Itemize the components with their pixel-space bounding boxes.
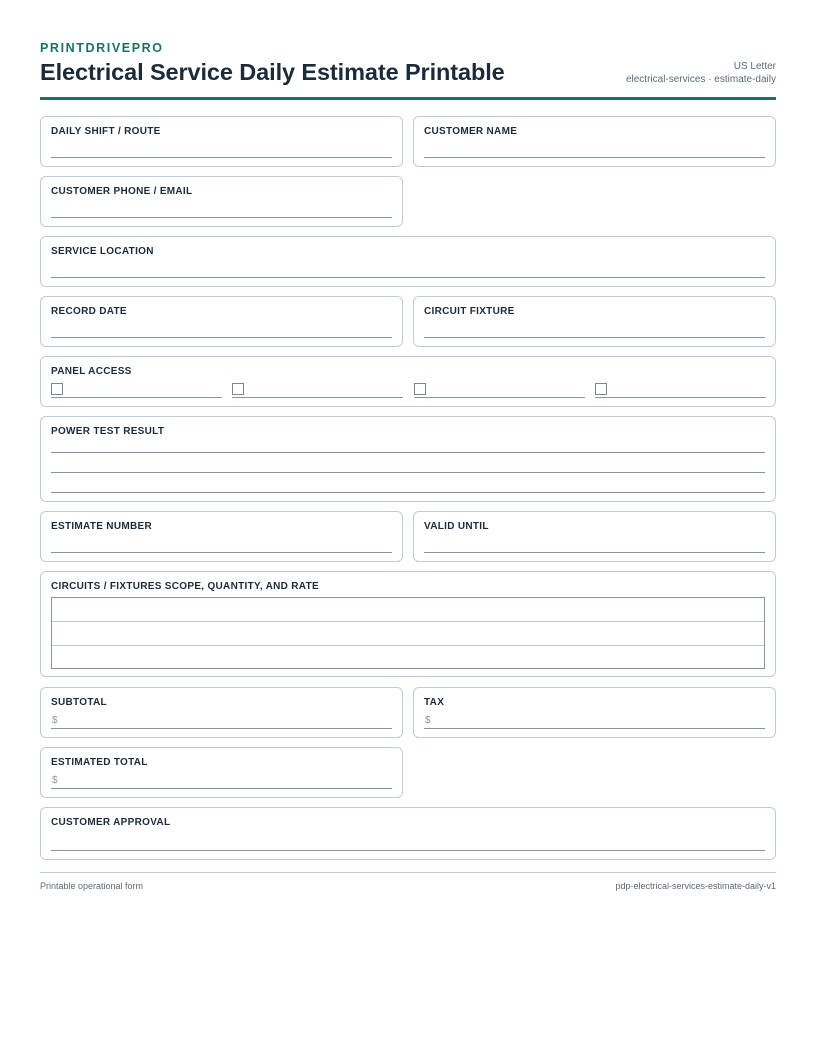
checkbox[interactable] [595, 383, 607, 395]
panel-access-label: PANEL ACCESS [51, 366, 132, 377]
estimated-total-field[interactable] [40, 747, 403, 798]
customer-approval-label: CUSTOMER APPROVAL [51, 817, 171, 828]
option-writing-line[interactable] [51, 397, 222, 398]
customer-name-field[interactable] [413, 116, 776, 167]
footer-divider [40, 872, 776, 873]
tax-writing-line[interactable] [424, 728, 765, 729]
currency-symbol: $ [52, 775, 58, 786]
estimate-number-label: ESTIMATE NUMBER [51, 521, 152, 532]
table-row[interactable] [52, 646, 764, 670]
tax-field[interactable] [413, 687, 776, 738]
subtotal-field[interactable] [40, 687, 403, 738]
tax-label: TAX [424, 697, 445, 708]
panel-access-field [40, 356, 776, 407]
table-row[interactable] [52, 622, 764, 646]
circuit-fixture-label: CIRCUIT FIXTURE [424, 306, 515, 317]
scope-table [51, 597, 765, 669]
panel-access-option-2[interactable] [232, 383, 403, 399]
service-location-label: SERVICE LOCATION [51, 246, 154, 257]
customer-name-writing-line[interactable] [424, 157, 765, 158]
customer-approval-signature-line[interactable] [51, 850, 765, 851]
customer-phone-email-writing-line[interactable] [51, 217, 392, 218]
customer-name-label: CUSTOMER NAME [424, 126, 518, 137]
circuit-fixture-field[interactable] [413, 296, 776, 347]
header-divider [40, 97, 776, 100]
daily-shift-route-field[interactable] [40, 116, 403, 167]
daily-shift-route-writing-line[interactable] [51, 157, 392, 158]
power-test-writing-line-2[interactable] [51, 472, 765, 473]
option-writing-line[interactable] [414, 397, 585, 398]
estimated-total-writing-line[interactable] [51, 788, 392, 789]
daily-shift-route-label: DAILY SHIFT / ROUTE [51, 126, 161, 137]
option-writing-line[interactable] [595, 397, 766, 398]
subtotal-label: SUBTOTAL [51, 697, 107, 708]
page-title: Electrical Service Daily Estimate Printable [40, 59, 505, 85]
checkbox[interactable] [232, 383, 244, 395]
form-id: pdp-electrical-services-estimate-daily-v1 [615, 881, 776, 891]
panel-access-option-4[interactable] [595, 383, 766, 399]
footer-note: Printable operational form [40, 881, 144, 891]
power-test-result-label: POWER TEST RESULT [51, 426, 165, 437]
currency-symbol: $ [52, 715, 58, 726]
customer-phone-email-field[interactable] [40, 176, 403, 227]
service-location-field[interactable] [40, 236, 776, 287]
document-tags: electrical-services · estimate-daily [625, 74, 776, 85]
brand-name: PRINTDRIVEPRO [40, 41, 164, 55]
power-test-writing-line-1[interactable] [51, 452, 765, 453]
customer-phone-email-label: CUSTOMER PHONE / EMAIL [51, 186, 193, 197]
power-test-writing-line-3[interactable] [51, 492, 765, 493]
service-location-writing-line[interactable] [51, 277, 765, 278]
valid-until-field[interactable] [413, 511, 776, 562]
valid-until-writing-line[interactable] [424, 552, 765, 553]
paper-size: US Letter [733, 61, 776, 72]
record-date-label: RECORD DATE [51, 306, 127, 317]
panel-access-option-3[interactable] [414, 383, 585, 399]
subtotal-writing-line[interactable] [51, 728, 392, 729]
estimate-number-field[interactable] [40, 511, 403, 562]
customer-approval-field[interactable] [40, 807, 776, 860]
checkbox[interactable] [414, 383, 426, 395]
circuit-fixture-writing-line[interactable] [424, 337, 765, 338]
valid-until-label: VALID UNTIL [424, 521, 489, 532]
scope-table-label: CIRCUITS / FIXTURES SCOPE, QUANTITY, AND RATE [51, 581, 319, 592]
record-date-writing-line[interactable] [51, 337, 392, 338]
table-row[interactable] [52, 598, 764, 622]
estimated-total-label: ESTIMATED TOTAL [51, 757, 148, 768]
currency-symbol: $ [425, 715, 431, 726]
power-test-result-field[interactable] [40, 416, 776, 502]
checkbox[interactable] [51, 383, 63, 395]
document-meta [626, 60, 776, 86]
estimate-number-writing-line[interactable] [51, 552, 392, 553]
scope-table-field [40, 571, 776, 677]
record-date-field[interactable] [40, 296, 403, 347]
panel-access-option-1[interactable] [51, 383, 222, 399]
option-writing-line[interactable] [232, 397, 403, 398]
